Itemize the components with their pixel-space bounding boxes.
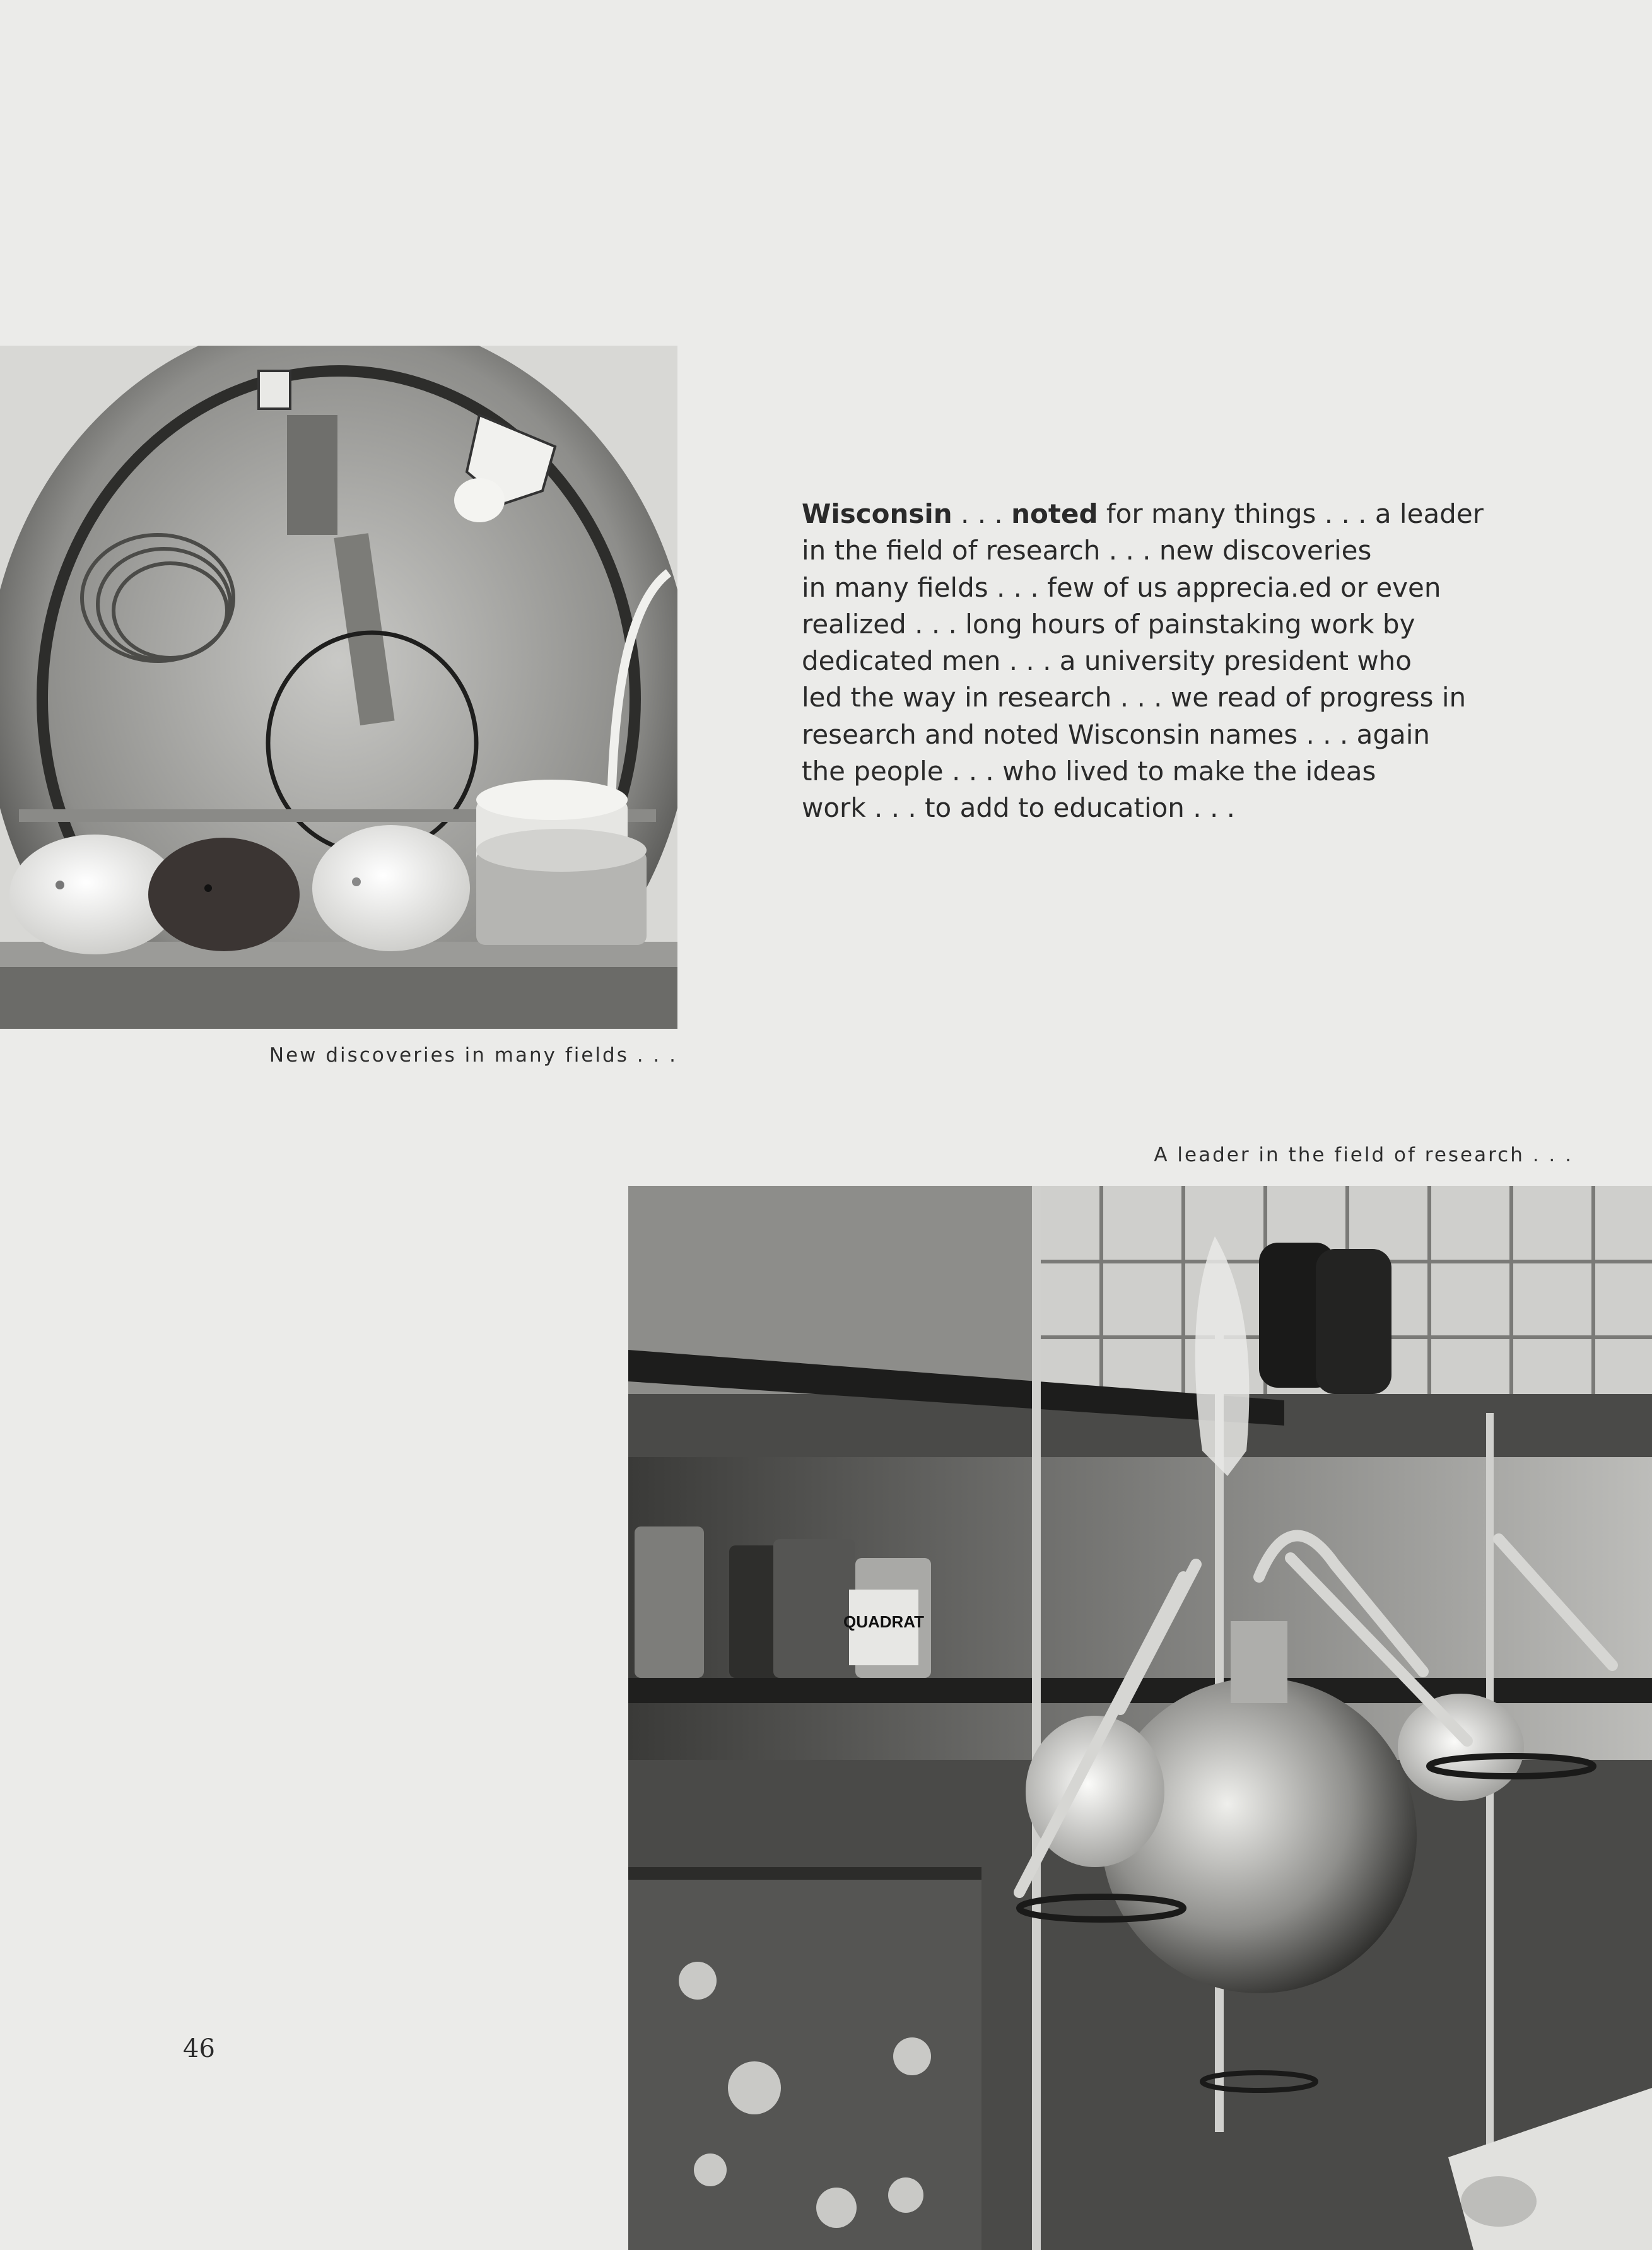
photo-caption-bottom: A leader in the field of research . . . (1154, 1144, 1573, 1166)
intro-line: research and noted Wisconsin names . . . again (802, 718, 1431, 750)
intro-paragraph (802, 496, 1496, 827)
intro-dots: . . . (961, 498, 1003, 529)
intro-keyword: noted (1011, 498, 1098, 529)
photo-guinea-pigs (0, 346, 677, 1029)
intro-line: realized . . . long hours of painstaking work by (802, 608, 1415, 640)
intro-line: work . . . to add to education . . . (802, 792, 1236, 824)
photo-caption-top: New discoveries in many fields . . . (269, 1044, 677, 1067)
intro-line: dedicated men . . . a university president who (802, 645, 1412, 677)
intro-line: the people . . . who lived to make the ideas (802, 756, 1376, 787)
bottle-label-text: QUADRAT (843, 1612, 925, 1631)
page-number: 46 (183, 2034, 215, 2063)
intro-line: led the way in research . . . we read of progress in (802, 682, 1467, 713)
photo-laboratory (628, 1186, 1652, 2250)
intro-line: in the field of research . . . new discoveries (802, 535, 1372, 566)
intro-line: in many fields . . . few of us apprecia.ed or even (802, 571, 1441, 603)
intro-line-1 (802, 496, 1496, 532)
intro-line-text: for many things . . . a leader (1098, 498, 1484, 529)
intro-lead-word: Wisconsin (802, 498, 952, 529)
